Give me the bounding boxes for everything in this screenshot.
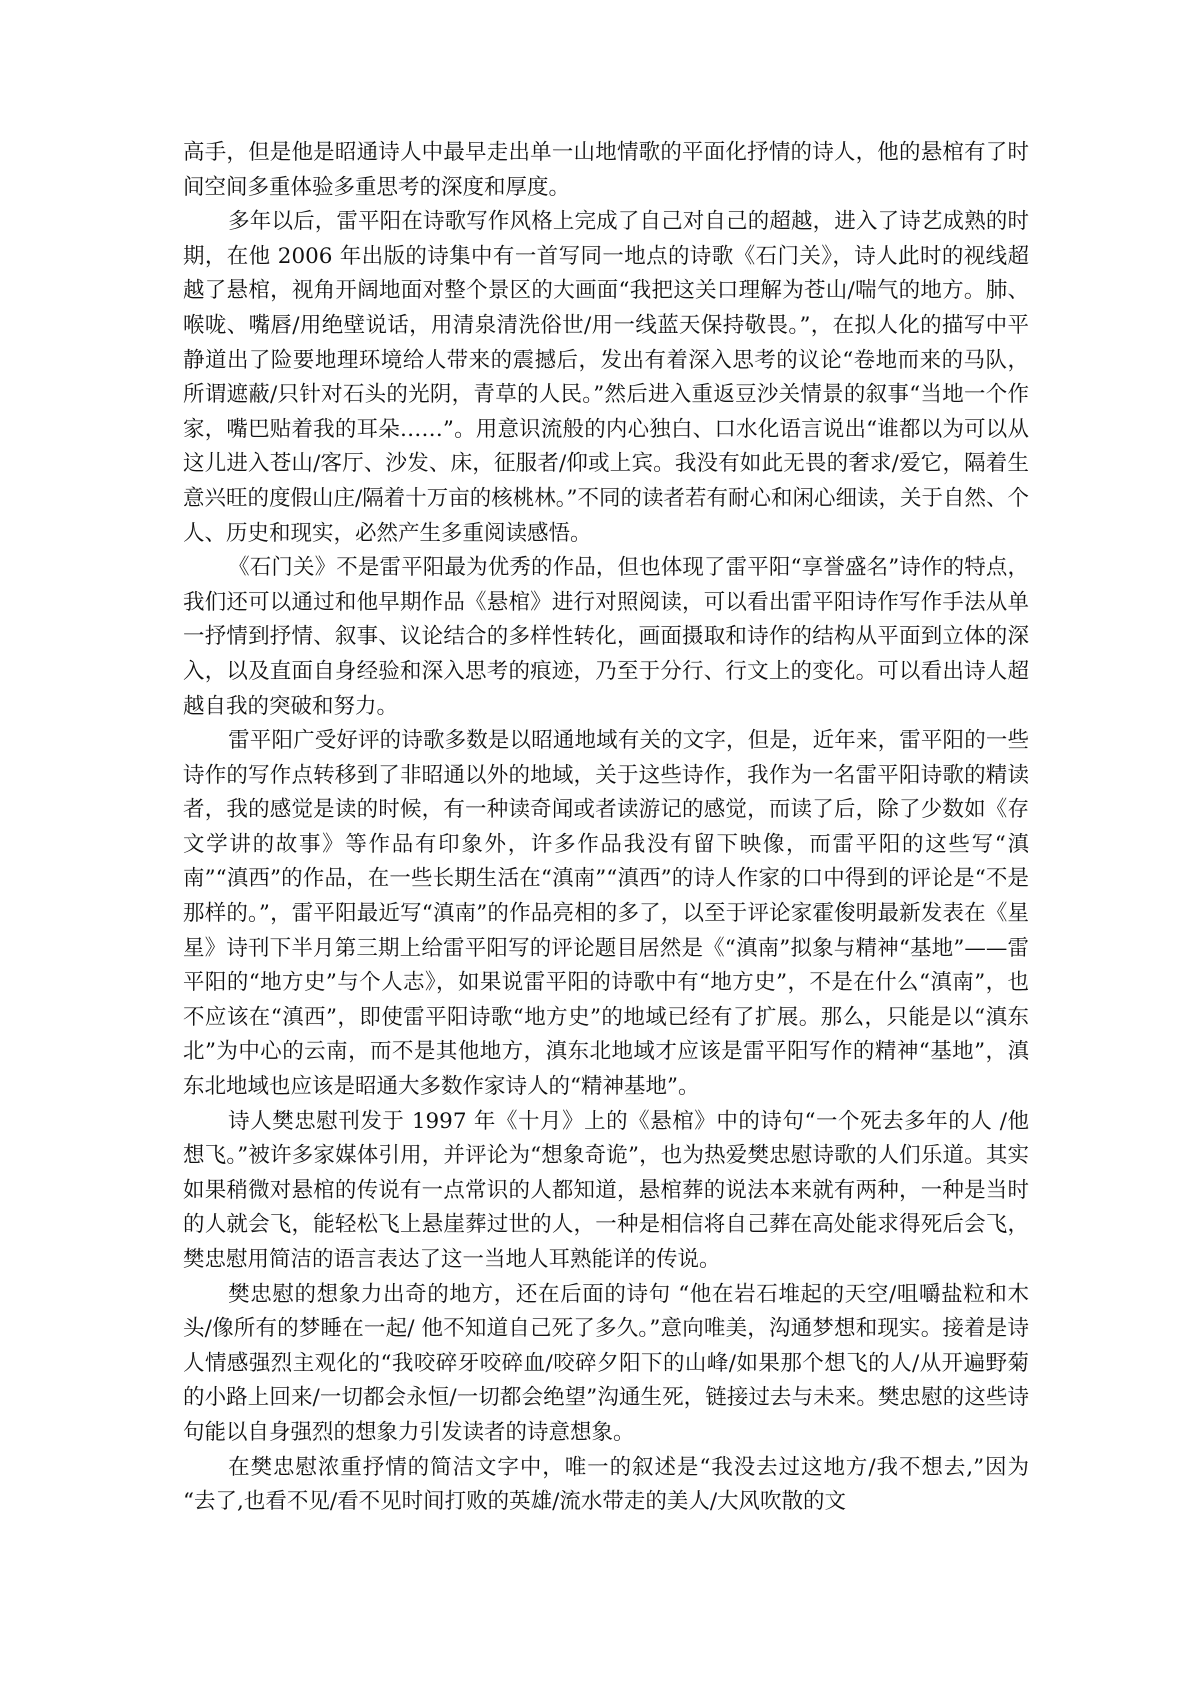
paragraph-5: 诗人樊忠慰刊发于 1997 年《十月》上的《悬棺》中的诗句“一个死去多年的人 /他想飞。”被许多家媒体引用，并评论为“想象奇诡”，也为热爱樊忠慰诗歌的人们乐道。其实如果稍微对悬棺的传说有一点常识的人都知道，悬棺葬的说法本来就有两种，一种是当时的人就会飞，能轻松飞上悬崖葬过世的人，一种是相信将自己葬在高处能求得死后会飞，樊忠慰用简洁的语言表达了这一当地人耳熟能详的传说。	[183, 1108, 1029, 1272]
paragraph-4: 雷平阳广受好评的诗歌多数是以昭通地域有关的文字，但是，近年来，雷平阳的一些诗作的写作点转移到了非昭通以外的地域，关于这些诗作，我作为一名雷平阳诗歌的精读者，我的感觉是读的时候，有一种读奇闻或者读游记的感觉，而读了后，除了少数如《存文学讲的故事》等作品有印象外，许多作品我没有留下映像，而雷平阳的这些写“滇南”“滇西”的作品，在一些长期生活在“滇南”“滇西”的诗人作家的口中得到的评论是“不是那样的。”，雷平阳最近写“滇南”的作品亮相的多了，以至于评论家霍俊明最新发表在《星星》诗刊下半月第三期上给雷平阳写的评论题目居然是《“滇南”拟象与精神“基地”——雷平阳的“地方史”与个人志》，如果说雷平阳的诗歌中有“地方史”，不是在什么“滇南”，也不应该在“滇西”，即使雷平阳诗歌“地方史”的地域已经有了扩展。那么，只能是以“滇东北”为中心的云南，而不是其他地方，滇东北地域才应该是雷平阳写作的精神“基地”，滇东北地域也应该是昭通大多数作家诗人的“精神基地”。	[183, 728, 1029, 1100]
paragraph-3: 《石门关》不是雷平阳最为优秀的作品，但也体现了雷平阳“享誉盛名”诗作的特点，我们还可以通过和他早期作品《悬棺》进行对照阅读，可以看出雷平阳诗作写作手法从单一抒情到抒情、叙事、议论结合的多样性转化，画面摄取和诗作的结构从平面到立体的深入，以及直面自身经验和深入思考的痕迹，乃至于分行、行文上的变化。可以看出诗人超越自我的突破和努力。	[183, 555, 1029, 719]
paragraph-6: 樊忠慰的想象力出奇的地方，还在后面的诗句 “他在岩石堆起的天空/咀嚼盐粒和木头/像所有的梦睡在一起/ 他不知道自己死了多久。”意向唯美，沟通梦想和现实。接着是诗人情感强烈主观化的“我咬碎牙咬碎血/咬碎夕阳下的山峰/如果那个想飞的人/从开遍野菊的小路上回来/一切都会永恒/一切都会绝望”沟通生死，链接过去与未来。樊忠慰的这些诗句能以自身强烈的想象力引发读者的诗意想象。	[183, 1281, 1029, 1445]
document-page	[183, 136, 1029, 1520]
paragraph-1: 高手，但是他是昭通诗人中最早走出单一山地情歌的平面化抒情的诗人，他的悬棺有了时间空间多重体验多重思考的深度和厚度。	[183, 140, 1029, 200]
paragraph-2: 多年以后，雷平阳在诗歌写作风格上完成了自己对自己的超越，进入了诗艺成熟的时期，在他 2006 年出版的诗集中有一首写同一地点的诗歌《石门关》，诗人此时的视线超越了悬棺，视角开阔地面对整个景区的大画面“我把这关口理解为苍山/喘气的地方。肺、喉咙、嘴唇/用绝壁说话，用清泉清洗俗世/用一线蓝天保持敬畏。”，在拟人化的描写中平静道出了险要地理环境给人带来的震撼后，发出有着深入思考的议论“卷地而来的马队，所谓遮蔽/只针对石头的光阴，青草的人民。”然后进入重返豆沙关情景的叙事“当地一个作家，嘴巴贴着我的耳朵……”。用意识流般的内心独白、口水化语言说出“谁都以为可以从这儿进入苍山/客厅、沙发、床，征服者/仰或上宾。我没有如此无畏的奢求/爱它，隔着生意兴旺的度假山庄/隔着十万亩的核桃林。”不同的读者若有耐心和闲心细读，关于自然、个人、历史和现实，必然产生多重阅读感悟。	[183, 209, 1029, 546]
paragraph-7: 在樊忠慰浓重抒情的简洁文字中，唯一的叙述是“我没去过这地方/我不想去,”因为 “去了,也看不见/看不见时间打败的英雄/流水带走的美人/大风吹散的文	[183, 1454, 1029, 1515]
